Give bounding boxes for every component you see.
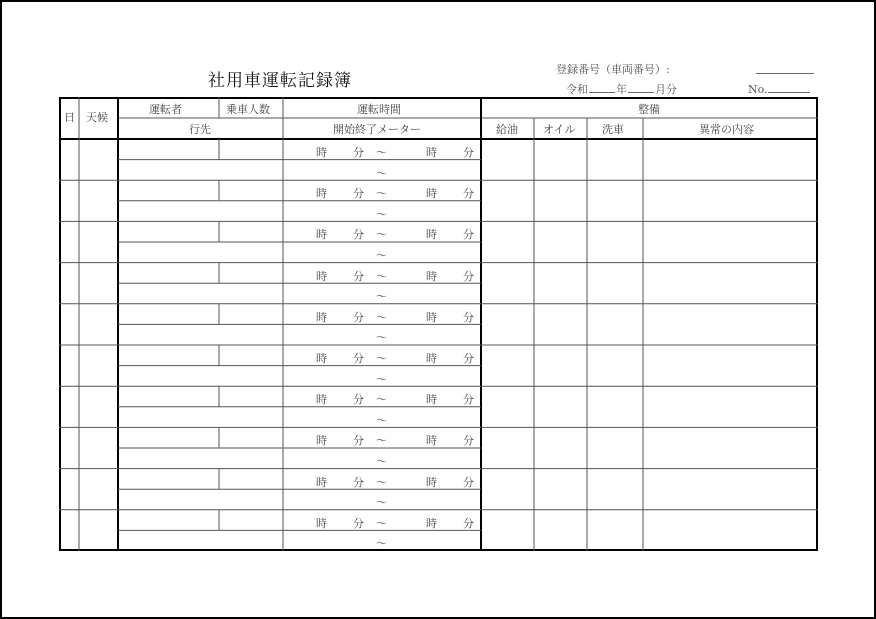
row-meter-tilde: 〜	[376, 496, 387, 510]
row-meter-tilde: 〜	[376, 331, 387, 345]
month-label: 月分	[655, 83, 677, 96]
row-start-hour: 時	[316, 516, 327, 530]
row-end-hour: 時	[426, 393, 437, 407]
registration-label: 登録番号（車両番号）:	[556, 63, 670, 76]
row-start-minute: 分	[353, 393, 364, 407]
row-start-hour: 時	[316, 434, 327, 448]
row-meter-tilde: 〜	[376, 290, 387, 304]
header-meter: 開始終了メーター	[333, 123, 421, 136]
era-label: 令和	[566, 83, 588, 96]
row-end-hour: 時	[426, 146, 437, 159]
row-meter-tilde: 〜	[376, 207, 387, 221]
year-blank[interactable]	[589, 82, 615, 93]
row-end-minute: 分	[463, 352, 474, 365]
header-abnormalities: 異常の内容	[699, 123, 754, 136]
header-passengers: 乗車人数	[226, 103, 270, 116]
row-start-minute: 分	[353, 352, 364, 365]
header-maintenance: 整備	[638, 103, 660, 116]
header-driving-time: 運転時間	[357, 103, 401, 116]
row-end-minute: 分	[463, 228, 474, 242]
row-end-minute: 分	[463, 475, 474, 489]
header-destination: 行先	[189, 123, 211, 136]
row-meter-tilde: 〜	[376, 372, 387, 386]
row-tilde: 〜	[376, 352, 387, 365]
row-end-minute: 分	[463, 434, 474, 448]
row-start-minute: 分	[353, 187, 364, 201]
row-meter-tilde: 〜	[376, 413, 387, 427]
row-start-minute: 分	[353, 228, 364, 242]
row-start-hour: 時	[316, 352, 327, 365]
month-blank[interactable]	[628, 82, 654, 93]
row-start-hour: 時	[316, 146, 327, 159]
form-title: 社用車運転記録簿	[208, 71, 352, 91]
row-meter-tilde: 〜	[376, 249, 387, 262]
row-end-hour: 時	[426, 434, 437, 448]
row-start-minute: 分	[353, 146, 364, 159]
row-end-hour: 時	[426, 228, 437, 242]
row-end-minute: 分	[463, 146, 474, 159]
row-end-hour: 時	[426, 187, 437, 201]
header-day: 日	[64, 111, 75, 124]
row-tilde: 〜	[376, 434, 387, 448]
row-meter-tilde: 〜	[376, 166, 387, 180]
row-start-minute: 分	[353, 269, 364, 283]
row-meter-tilde: 〜	[376, 537, 387, 551]
header-oil: オイル	[543, 123, 576, 136]
row-start-hour: 時	[316, 187, 327, 201]
row-start-minute: 分	[353, 310, 364, 324]
header-car-wash: 洗車	[602, 123, 624, 136]
row-tilde: 〜	[376, 475, 387, 489]
row-start-minute: 分	[353, 516, 364, 530]
row-start-hour: 時	[316, 475, 327, 489]
period-field	[566, 81, 677, 97]
row-start-minute: 分	[353, 434, 364, 448]
table-grid	[59, 97, 818, 551]
row-start-hour: 時	[316, 393, 327, 407]
row-end-minute: 分	[463, 310, 474, 324]
row-end-minute: 分	[463, 187, 474, 201]
row-end-hour: 時	[426, 310, 437, 324]
row-tilde: 〜	[376, 310, 387, 324]
number-blank[interactable]	[768, 82, 810, 93]
row-start-hour: 時	[316, 228, 327, 242]
row-start-hour: 時	[316, 269, 327, 283]
row-tilde: 〜	[376, 228, 387, 242]
row-tilde: 〜	[376, 269, 387, 283]
row-tilde: 〜	[376, 146, 387, 159]
registration-blank[interactable]	[756, 73, 814, 74]
row-tilde: 〜	[376, 187, 387, 201]
number-label: No.	[748, 83, 768, 96]
row-end-hour: 時	[426, 475, 437, 489]
header-fuel: 給油	[496, 123, 518, 136]
row-end-hour: 時	[426, 516, 437, 530]
row-start-minute: 分	[353, 475, 364, 489]
row-meter-tilde: 〜	[376, 455, 387, 468]
header-driver: 運転者	[149, 103, 182, 116]
row-end-hour: 時	[426, 269, 437, 283]
driving-log-table	[59, 97, 818, 551]
row-end-minute: 分	[463, 393, 474, 407]
row-end-minute: 分	[463, 269, 474, 283]
year-label: 年	[616, 83, 627, 96]
row-end-hour: 時	[426, 352, 437, 365]
row-end-minute: 分	[463, 516, 474, 530]
header-weather: 天候	[86, 111, 108, 124]
row-start-hour: 時	[316, 310, 327, 324]
row-tilde: 〜	[376, 516, 387, 530]
row-tilde: 〜	[376, 393, 387, 407]
number-field	[748, 82, 810, 96]
